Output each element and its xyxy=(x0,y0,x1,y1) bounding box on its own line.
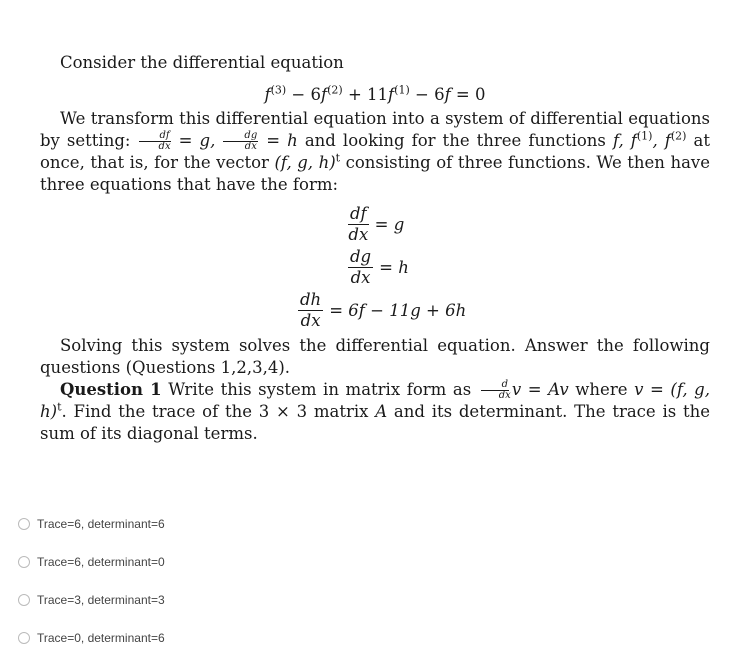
option-label: Trace=3, determinant=3 xyxy=(37,593,165,607)
option-label: Trace=6, determinant=0 xyxy=(37,555,165,569)
equation-row-2: $\frac{dg}{dx}$ = h xyxy=(350,247,409,287)
intro-text: Consider the differential equation xyxy=(60,53,344,72)
answer-options xyxy=(18,505,165,657)
equation-row-1: $\frac{df}{dx}$ = g xyxy=(348,204,405,244)
question-content xyxy=(40,52,710,445)
option-1[interactable] xyxy=(18,505,165,543)
solving-paragraph: Solving this system solves the differential equation. Answer the following questions (Questions 1,2,3,4). xyxy=(40,336,710,377)
equation-row-3: $\frac{dh}{dx}$ = 6f − 11g + 6h xyxy=(300,290,467,330)
dg-dx-fraction: $\frac{dg}{dx}$ xyxy=(223,131,258,152)
option-3[interactable] xyxy=(18,581,165,619)
option-label: Trace=0, determinant=6 xyxy=(37,631,165,645)
radio-button-icon[interactable] xyxy=(18,556,30,568)
option-2[interactable] xyxy=(18,543,165,581)
transform-paragraph: We transform this differential equation into a system of differential equations by setting: $\frac{df}{dx}$ = g, $\frac{dg}{dx}$ = h and looking for the three functions f, $f^{(1)}$, $f^{(2)}$ at once, that is, for the vector (f, g, h)$^t$ consisting of three functions. We then have three equations that have the form: xyxy=(40,109,711,194)
option-label: Trace=6, determinant=6 xyxy=(37,517,165,531)
equation-system xyxy=(40,204,710,331)
radio-button-icon[interactable] xyxy=(18,594,30,606)
option-4[interactable] xyxy=(18,619,165,657)
radio-button-icon[interactable] xyxy=(18,518,30,530)
question-paragraph: Question 1 Write this system in matrix form as $\frac{d}{dx}$ v = Av where v = (f, g, h)$^t$. Find the trace of the 3 × 3 matrix A and its determinant. The trace is the sum of its diagonal terms. xyxy=(40,379,710,443)
main-equation: $f^{(3)} - 6f^{(2)} + 11f^{(1)} - 6f = 0$ xyxy=(264,83,486,104)
question-label: Question 1 xyxy=(60,380,162,399)
d-dx-fraction: $\frac{d}{dx}$ xyxy=(479,380,511,401)
df-dx-fraction: $\frac{df}{dx}$ xyxy=(139,131,171,152)
radio-button-icon[interactable] xyxy=(18,632,30,644)
